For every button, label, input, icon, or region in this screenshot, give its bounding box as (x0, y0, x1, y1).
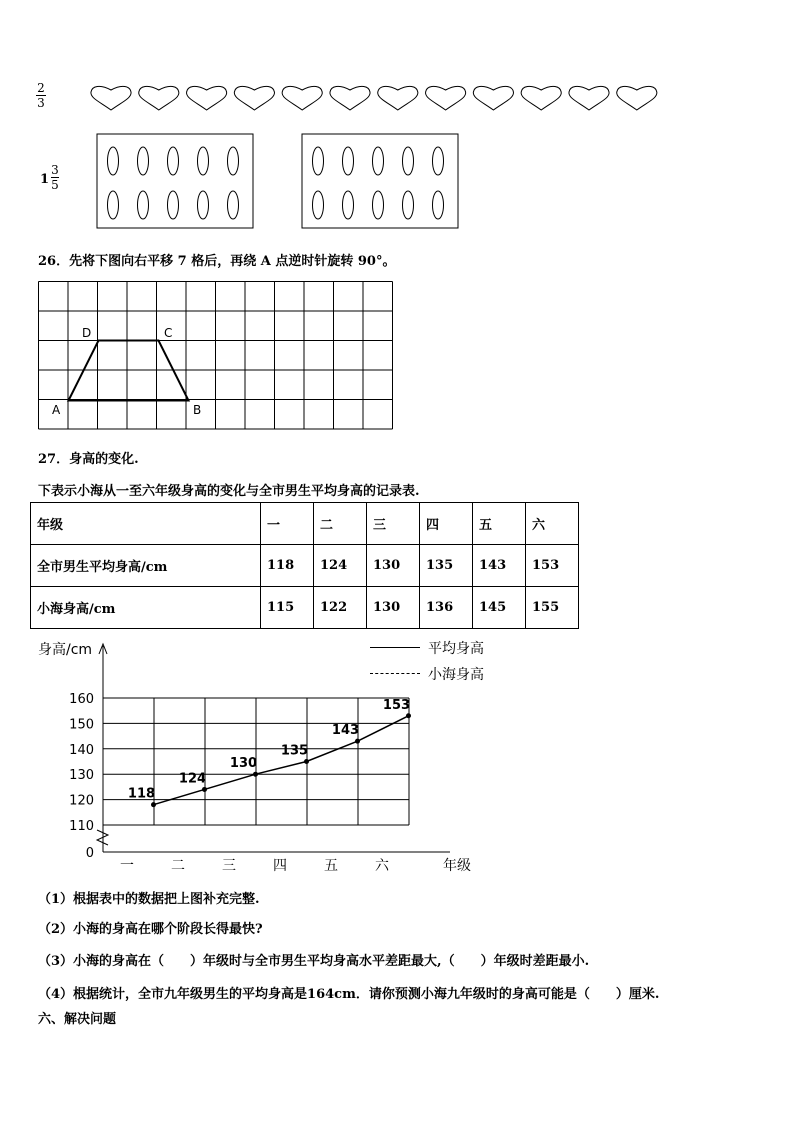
sub-question-3: （3）小海的身高在（ ）年级时与全市男生平均身高水平差距最大,（ ）年级时差距最小. (38, 954, 590, 969)
oval-shape (198, 191, 209, 219)
table-cell: 143 (473, 545, 526, 587)
table-cell: 124 (314, 545, 367, 587)
table-row (31, 587, 579, 629)
oval-shape (138, 147, 149, 175)
x-tick-label: 三 (222, 858, 236, 874)
table-cell: 六 (526, 503, 579, 545)
y-tick-label: 130 (69, 768, 94, 784)
x-tick-label: 六 (375, 858, 389, 874)
section-heading: 六、解决问题 (38, 1012, 117, 1027)
table-cell: 全市男生平均身高/cm (31, 545, 261, 587)
table-cell: 118 (261, 545, 314, 587)
label-d: D (82, 326, 92, 340)
hearts-fraction (36, 82, 46, 109)
heart-shape (426, 86, 466, 110)
oval-shape (228, 191, 239, 219)
sub-question-1: （1）根据表中的数据把上图补充完整. (38, 892, 260, 907)
oval-shape (198, 147, 209, 175)
oval-shape (433, 191, 444, 219)
oval-shape (343, 147, 354, 175)
fraction-numerator: 3 (51, 163, 59, 177)
table-cell: 136 (420, 587, 473, 629)
fraction-numerator: 2 (37, 81, 45, 95)
legend-solid-line (370, 647, 420, 648)
question-27-intro: 下表示小海从一至六年级身高的变化与全市男生平均身高的记录表. (38, 484, 420, 499)
heart-shape (234, 86, 274, 110)
table-cell: 小海身高/cm (31, 587, 261, 629)
heart-shape (473, 86, 513, 110)
table-header-row (31, 503, 579, 545)
table-cell: 五 (473, 503, 526, 545)
data-point (202, 787, 207, 792)
table-cell: 一 (261, 503, 314, 545)
x-tick-label: 二 (171, 858, 185, 874)
data-point (151, 802, 156, 807)
oval-shape (373, 147, 384, 175)
x-tick-label: 一 (120, 858, 134, 874)
fraction-denominator: 5 (51, 178, 59, 192)
heart-shape (139, 86, 179, 110)
hearts-row (85, 84, 665, 114)
heart-shape (282, 86, 322, 110)
heart-shape (378, 86, 418, 110)
heart-shape (569, 86, 609, 110)
x-tick-label: 五 (324, 858, 338, 874)
label-c: C (164, 326, 173, 340)
y-tick-label: 140 (69, 742, 94, 758)
oval-shape (403, 191, 414, 219)
heart-shape (91, 86, 131, 110)
heart-shape (187, 86, 227, 110)
oval-shape (108, 147, 119, 175)
table-cell: 153 (526, 545, 579, 587)
data-point (355, 739, 360, 744)
oval-shape (168, 147, 179, 175)
table-cell: 年级 (31, 503, 261, 545)
fraction-denominator: 3 (37, 96, 45, 110)
sub-question-2: （2）小海的身高在哪个阶段长得最快? (38, 922, 263, 937)
chart-ylabel: 身高/cm (38, 642, 93, 658)
data-label: 135 (280, 743, 309, 759)
y-tick-label: 150 (69, 717, 94, 733)
oval-shape (373, 191, 384, 219)
oval-shape (343, 191, 354, 219)
oval-shape (433, 147, 444, 175)
heart-shape (330, 86, 370, 110)
table-cell: 122 (314, 587, 367, 629)
label-a: A (52, 403, 61, 417)
table-cell: 155 (526, 587, 579, 629)
series-line (154, 716, 409, 805)
legend-dashed-line (370, 673, 420, 674)
table-cell: 130 (367, 545, 420, 587)
oval-shape (108, 191, 119, 219)
table-cell: 四 (420, 503, 473, 545)
table-cell: 二 (314, 503, 367, 545)
table-cell: 115 (261, 587, 314, 629)
y-tick-label: 110 (69, 819, 94, 834)
legend-dashed-label: 小海身高 (428, 667, 484, 683)
chart-xlabel: 年级 (443, 858, 471, 874)
oval-shape (168, 191, 179, 219)
data-label: 118 (127, 786, 156, 802)
legend-solid-label: 平均身高 (428, 641, 484, 657)
oval-shape (138, 191, 149, 219)
heart-shape (617, 86, 657, 110)
y-tick-label: 160 (69, 692, 94, 707)
y-tick-label: 0 (85, 846, 94, 861)
table-cell: 130 (367, 587, 420, 629)
table-cell: 三 (367, 503, 420, 545)
sub-question-4: （4）根据统计，全市九年级男生的平均身高是164cm．请你预测小海九年级时的身高可能是（ ）厘米. (38, 987, 660, 1002)
question-26: 26．先将下图向右平移 7 格后，再绕 A 点逆时针旋转 90°。 (38, 254, 396, 269)
x-tick-label: 四 (273, 858, 287, 874)
grid-figure (38, 280, 398, 435)
y-tick-label: 120 (69, 793, 94, 809)
data-point (406, 713, 411, 718)
data-label: 143 (331, 723, 360, 739)
height-table (30, 502, 579, 629)
data-label: 130 (229, 756, 258, 772)
data-label: 153 (382, 697, 411, 713)
oval-boxes (95, 132, 465, 232)
label-b: B (193, 403, 202, 417)
question-27-title: 27．身高的变化. (38, 452, 139, 467)
data-label: 124 (178, 771, 207, 787)
table-cell: 135 (420, 545, 473, 587)
heart-shape (521, 86, 561, 110)
oval-shape (313, 147, 324, 175)
fraction-whole: 1 (40, 172, 50, 187)
oval-shape (313, 191, 324, 219)
data-point (253, 772, 258, 777)
data-point (304, 759, 309, 764)
oval-shape (228, 147, 239, 175)
oval-shape (403, 147, 414, 175)
table-cell: 145 (473, 587, 526, 629)
table-row (31, 545, 579, 587)
